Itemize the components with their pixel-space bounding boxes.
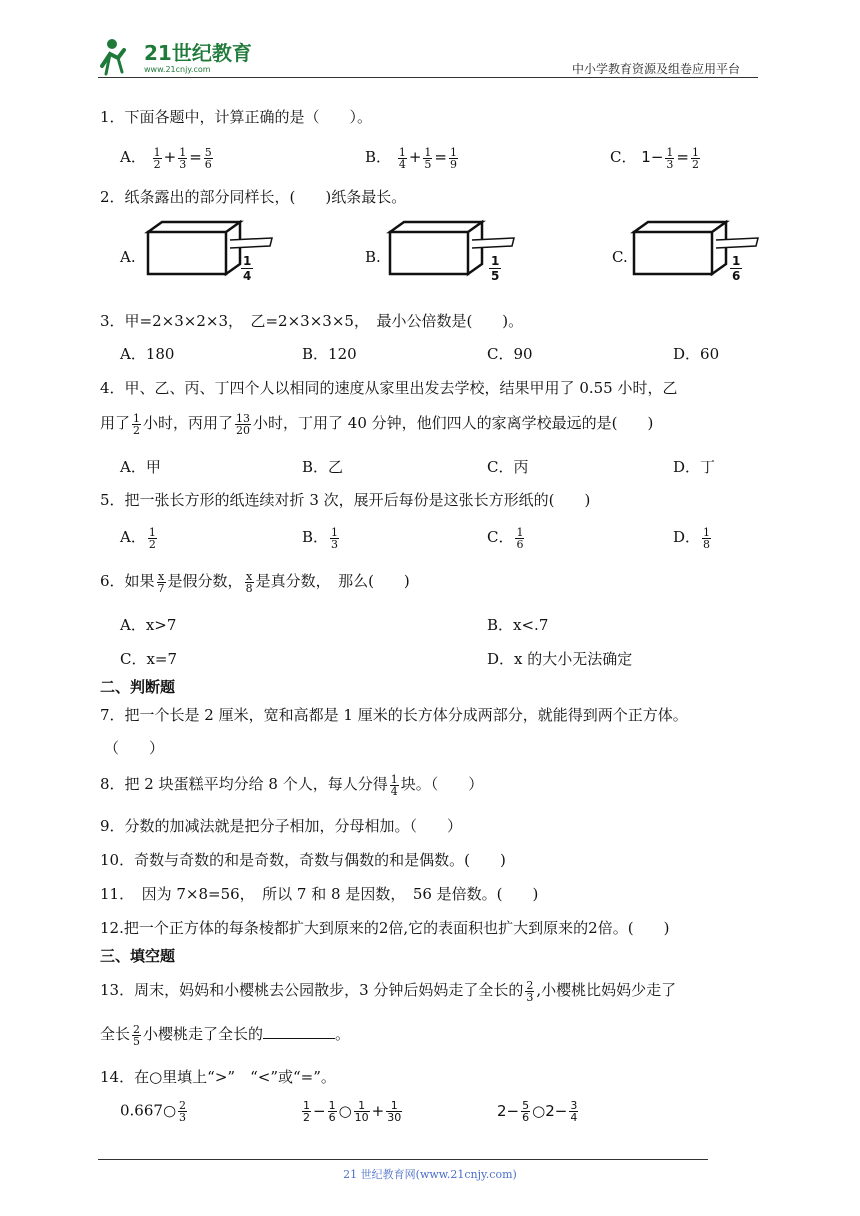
q7-line1: 7．把一个长是 2 厘米，宽和高都是 1 厘米的长方体分成两部分，就能得到两个正方体。 [100, 706, 688, 724]
q3-stem: 3．甲=2×3×2×3， 乙=2×3×3×5， 最小公倍数是( )。 [100, 312, 524, 330]
q3-option-d: D．60 [673, 345, 720, 363]
q14-item-a: 0.667○ $\frac{2}{3}$ [120, 1099, 187, 1124]
q3-option-c: C．90 [487, 345, 533, 363]
q6-stem: 6．如果 $\frac{x}{7}$ 是假分数， $\frac{x}{8}$ 是真分数， 那么( ) [100, 569, 410, 595]
q2-fraction-c: 1 6 [732, 254, 741, 283]
q2-stem: 2．纸条露出的部分同样长，( )纸条最长。 [100, 188, 407, 206]
fraction: $\frac{1}{2}$ [691, 145, 699, 171]
q14-item-c: 2− $\frac{5}{6}$ ○2− $\frac{3}{4}$ [497, 1099, 578, 1124]
logo-text: 21世纪教育 [144, 41, 252, 65]
logo-url: www.21cnjy.com [144, 65, 211, 74]
q13-line2: 全长 $\frac{2}{5}$ 小樱桃走了全长的 。 [100, 1022, 351, 1048]
q12: 12.把一个正方体的每条棱都扩大到原来的2倍,它的表面积也扩大到原来的2倍。( ) [100, 919, 670, 937]
q3-option-a: A．180 [120, 345, 175, 363]
fraction: $\frac{1}{2}$ [153, 145, 161, 171]
answer-blank[interactable] [263, 1024, 335, 1039]
q4-line1: 4．甲、乙、丙、丁四个人以相同的速度从家里出发去学校，结果甲用了 0.55 小时，乙 [100, 379, 678, 397]
q3-option-b: B．120 [302, 345, 357, 363]
fraction: $\frac{1}{2}$ [148, 525, 156, 551]
fraction: $\frac{1}{4}$ [398, 145, 406, 171]
fraction: $\frac{1}{2}$ [303, 1099, 310, 1124]
q4-option-a: A．甲 [120, 458, 161, 476]
runner-logo-icon [98, 36, 258, 76]
fraction: $\frac{1}{3}$ [666, 145, 674, 171]
q5-option-c: C． $\frac{1}{6}$ [487, 525, 524, 551]
fraction: $\frac{3}{4}$ [570, 1099, 578, 1124]
header-divider [98, 77, 758, 78]
fraction: $\frac{x}{8}$ [245, 569, 253, 595]
q2-label-b: B. [365, 248, 381, 266]
platform-name: 中小学教育资源及组卷应用平台 [572, 62, 741, 76]
fraction: $\frac{1}{5}$ [424, 145, 432, 171]
q2-box-c-icon [626, 218, 766, 290]
q2-label-a: A. [120, 248, 136, 266]
q11: 11． 因为 7×8=56， 所以 7 和 8 是因数， 56 是倍数。( ) [100, 885, 539, 903]
fraction: $\frac{1}{2}$ [133, 411, 141, 437]
q1-option-c: C． 1− $\frac{1}{3}$ = $\frac{1}{2}$ [610, 145, 699, 171]
fraction: $\frac{2}{3}$ [179, 1099, 187, 1124]
fraction: $\frac{2}{5}$ [133, 1022, 141, 1048]
q5-option-b: B． $\frac{1}{3}$ [302, 525, 339, 551]
footer-link[interactable]: 21 世纪教育网(www.21cnjy.com) [343, 1168, 517, 1181]
fraction: $\frac{1}{10}$ [354, 1099, 369, 1124]
fraction: $\frac{1}{6}$ [328, 1099, 336, 1124]
q1-option-b: B． $\frac{1}{4}$ + $\frac{1}{5}$ = $\frac{1}{9}$ [365, 145, 457, 171]
q5-option-d: D． $\frac{1}{8}$ [673, 525, 711, 551]
q14-stem: 14．在○里填上“>” “<”或“=”。 [100, 1068, 336, 1086]
q4-option-c: C．丙 [487, 458, 529, 476]
fraction: $\frac{1}{3}$ [331, 525, 339, 551]
fraction: $\frac{1}{9}$ [449, 145, 457, 171]
fraction: $\frac{1}{8}$ [703, 525, 711, 551]
q6-option-a: A．x>7 [120, 616, 177, 634]
fraction: $\frac{5}{6}$ [204, 145, 212, 171]
section-3-title: 三、填空题 [100, 947, 176, 965]
q5-stem: 5．把一张长方形的纸连续对折 3 次，展开后每份是这张长方形纸的( ) [100, 491, 591, 509]
fraction: $\frac{1}{4}$ [390, 772, 398, 798]
fraction: $\frac{1}{6}$ [516, 525, 524, 551]
q10: 10．奇数与奇数的和是奇数，奇数与偶数的和是偶数。( ) [100, 851, 506, 869]
logo [98, 36, 258, 76]
fraction: $\frac{1}{30}$ [387, 1099, 402, 1124]
q4-line2: 用了 $\frac{1}{2}$ 小时，丙用了 $\frac{13}{20}$ 小时，丁用了 40 分钟，他们四人的家离学校最远的是( ) [100, 411, 654, 437]
q6-option-d: D．x 的大小无法确定 [487, 650, 633, 668]
q6-option-b: B．x<.7 [487, 616, 549, 634]
q4-option-b: B．乙 [302, 458, 344, 476]
q14-item-b: $\frac{1}{2}$ − $\frac{1}{6}$ ○ $\frac{1}{10}$ + $\frac{1}{30}$ [303, 1099, 402, 1124]
fraction: $\frac{5}{6}$ [522, 1099, 530, 1124]
q1-stem: 1．下面各题中，计算正确的是（ ）。 [100, 108, 373, 126]
q2-box-a-icon [140, 218, 280, 290]
q7-line2: （ ） [104, 739, 165, 757]
q6-option-c: C．x=7 [120, 650, 178, 668]
q2-fraction-a: 1 4 [243, 254, 252, 283]
q13-line1: 13．周末，妈妈和小樱桃去公园散步，3 分钟后妈妈走了全长的 $\frac{2}{3}$ ,小樱桃比妈妈少走了 [100, 978, 677, 1004]
fraction: $\frac{2}{3}$ [526, 978, 534, 1004]
q8: 8．把 2 块蛋糕平均分给 8 个人，每人分得 $\frac{1}{4}$ 块。（ ） [100, 772, 484, 798]
section-2-title: 二、判断题 [100, 678, 176, 696]
q2-fraction-b: 1 5 [491, 254, 500, 283]
q4-option-d: D．丁 [673, 458, 716, 476]
footer-divider [98, 1159, 708, 1160]
fraction: $\frac{x}{7}$ [157, 569, 165, 595]
q2-label-c: C. [612, 248, 628, 266]
q1-option-a: A． $\frac{1}{2}$ + $\frac{1}{3}$ = $\frac{5}{6}$ [120, 145, 212, 171]
q9: 9．分数的加减法就是把分子相加，分母相加。（ ） [100, 817, 463, 835]
fraction: $\frac{1}{3}$ [179, 145, 187, 171]
fraction: $\frac{13}{20}$ [236, 411, 251, 437]
q5-option-a: A． $\frac{1}{2}$ [120, 525, 156, 551]
